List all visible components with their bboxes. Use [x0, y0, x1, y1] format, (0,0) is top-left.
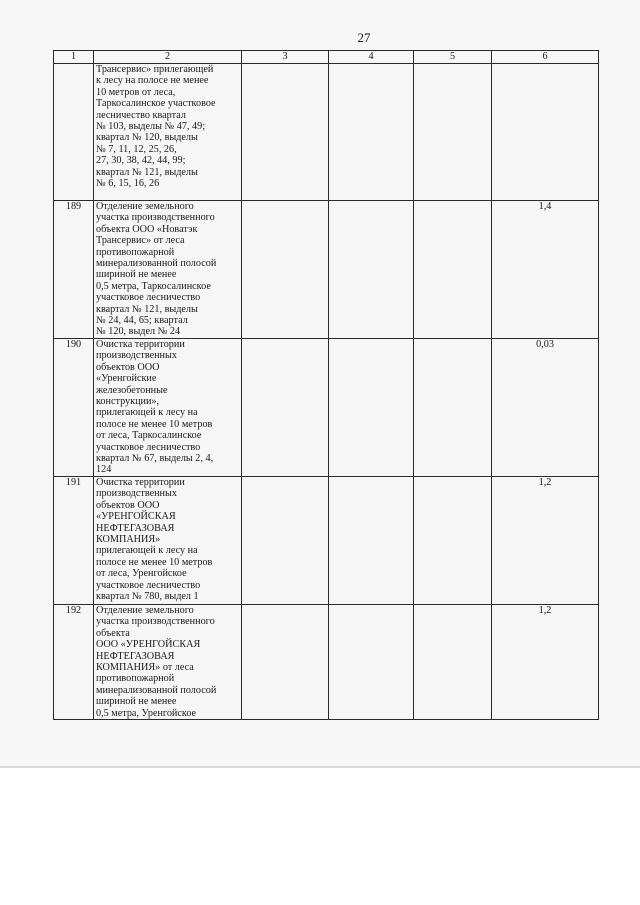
- header-col-1: 1: [54, 51, 94, 64]
- table-row: [54, 64, 599, 201]
- header-col-3: 3: [242, 51, 329, 64]
- row-col-5: [414, 339, 492, 477]
- row-col-5: [414, 201, 492, 339]
- header-row: [54, 51, 599, 64]
- row-col-5: [414, 604, 492, 719]
- row-number: 189: [54, 201, 94, 339]
- row-number: 191: [54, 476, 94, 604]
- row-description: Трансервис» прилегающей к лесу на полосе не менее 10 метров от леса, Таркосалинское участковое лесничество квартал № 103, выделы № 47, 49; квартал № 120, выделы № 7, 11, 12, 25, 26, 27, 30, 38, 42, 44, 99; квартал № 121, выделы № 6, 15, 16, 26: [94, 64, 242, 201]
- header-col-4: 4: [329, 51, 414, 64]
- row-description: Очистка территории производственных объектов ООО «Уренгойские железобетонные конструкции», прилегающей к лесу на полосе не менее 10 метров от леса, Таркосалинское участковое лесничество квартал № 67, выделы 2, 4, 124: [94, 339, 242, 477]
- row-description: Отделение земельного участка производственного объекта ООО «УРЕНГОЙСКАЯ НЕФТЕГАЗОВАЯ КОМПАНИЯ» от леса противопожарной минерализованной полосой шириной не менее 0,5 метра, Уренгойское: [94, 604, 242, 719]
- row-description: Очистка территории производственных объектов ООО «УРЕНГОЙСКАЯ НЕФТЕГАЗОВАЯ КОМПАНИЯ» прилегающей к лесу на полосе не менее 10 метров от леса, Уренгойское участковое лесничество квартал № 780, выдел 1: [94, 476, 242, 604]
- row-number: [54, 64, 94, 201]
- row-number: 192: [54, 604, 94, 719]
- row-col-6: 1,2: [492, 604, 599, 719]
- header-col-2: 2: [94, 51, 242, 64]
- header-col-5: 5: [414, 51, 492, 64]
- row-col-3: [242, 604, 329, 719]
- row-col-4: [329, 339, 414, 477]
- row-col-4: [329, 476, 414, 604]
- data-table: [53, 50, 599, 720]
- row-description: Отделение земельного участка производственного объекта ООО «Новатэк Трансервис» от леса противопожарной минерализованной полосой шириной не менее 0,5 метра, Таркосалинское участковое лесничество квартал № 121, выделы № 24, 44, 65; квартал № 120, выдел № 24: [94, 201, 242, 339]
- table-row: [54, 476, 599, 604]
- row-col-6: 1,2: [492, 476, 599, 604]
- row-col-4: [329, 201, 414, 339]
- scan-edge: [0, 766, 640, 768]
- table-row: [54, 339, 599, 477]
- row-col-6: 0,03: [492, 339, 599, 477]
- row-col-3: [242, 201, 329, 339]
- row-col-6: [492, 64, 599, 201]
- row-col-4: [329, 64, 414, 201]
- row-col-3: [242, 476, 329, 604]
- row-col-5: [414, 64, 492, 201]
- row-col-4: [329, 604, 414, 719]
- table-row: [54, 604, 599, 719]
- header-col-6: 6: [492, 51, 599, 64]
- row-col-3: [242, 64, 329, 201]
- row-col-5: [414, 476, 492, 604]
- table-row: [54, 201, 599, 339]
- row-col-6: 1,4: [492, 201, 599, 339]
- row-col-3: [242, 339, 329, 477]
- row-number: 190: [54, 339, 94, 477]
- page-number: 27: [357, 30, 371, 45]
